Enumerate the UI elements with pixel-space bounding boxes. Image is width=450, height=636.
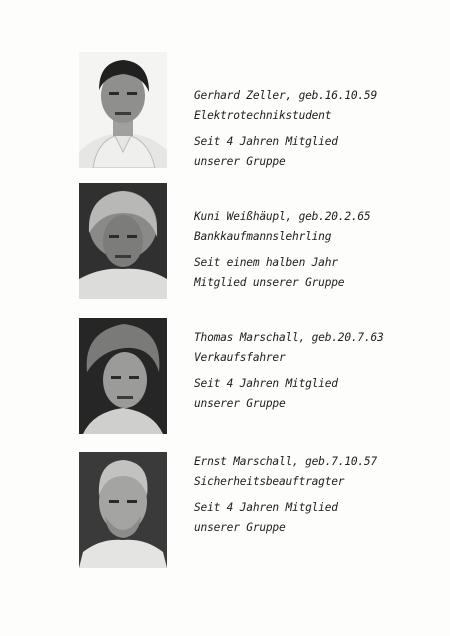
member-info: [194, 183, 439, 293]
membership-info-line2: unserer Gruppe: [194, 155, 286, 168]
member-occupation: Verkaufsfahrer: [194, 351, 286, 364]
membership-info-line2: Mitglied unserer Gruppe: [194, 276, 345, 289]
member-name: Kuni Weißhäupl, geb.20.2.65: [194, 210, 371, 223]
member-info: [194, 52, 439, 172]
member-photo: [79, 52, 167, 168]
membership-info-line1: Seit 4 Jahren Mitglied: [194, 377, 338, 390]
member-entry: [0, 318, 450, 436]
member-name: Ernst Marschall, geb.7.10.57: [194, 455, 377, 468]
membership-info-line1: Seit 4 Jahren Mitglied: [194, 501, 338, 514]
membership-info-line2: unserer Gruppe: [194, 397, 286, 410]
member-entry: [0, 452, 450, 570]
member-entry: [0, 183, 450, 301]
member-name: Gerhard Zeller, geb.16.10.59: [194, 89, 377, 102]
member-occupation: Sicherheitsbeauftragter: [194, 475, 345, 488]
membership-info-line1: Seit einem halben Jahr: [194, 256, 338, 269]
membership-info-line1: Seit 4 Jahren Mitglied: [194, 135, 338, 148]
member-name: Thomas Marschall, geb.20.7.63: [194, 331, 384, 344]
member-occupation: Elektrotechnikstudent: [194, 109, 332, 122]
member-photo: [79, 318, 167, 434]
member-occupation: Bankkaufmannslehrling: [194, 230, 332, 243]
member-info: [194, 452, 439, 538]
member-entry: [0, 52, 450, 170]
member-photo: [79, 183, 167, 299]
membership-info-line2: unserer Gruppe: [194, 521, 286, 534]
member-info: [194, 318, 439, 414]
member-photo: [79, 452, 167, 568]
